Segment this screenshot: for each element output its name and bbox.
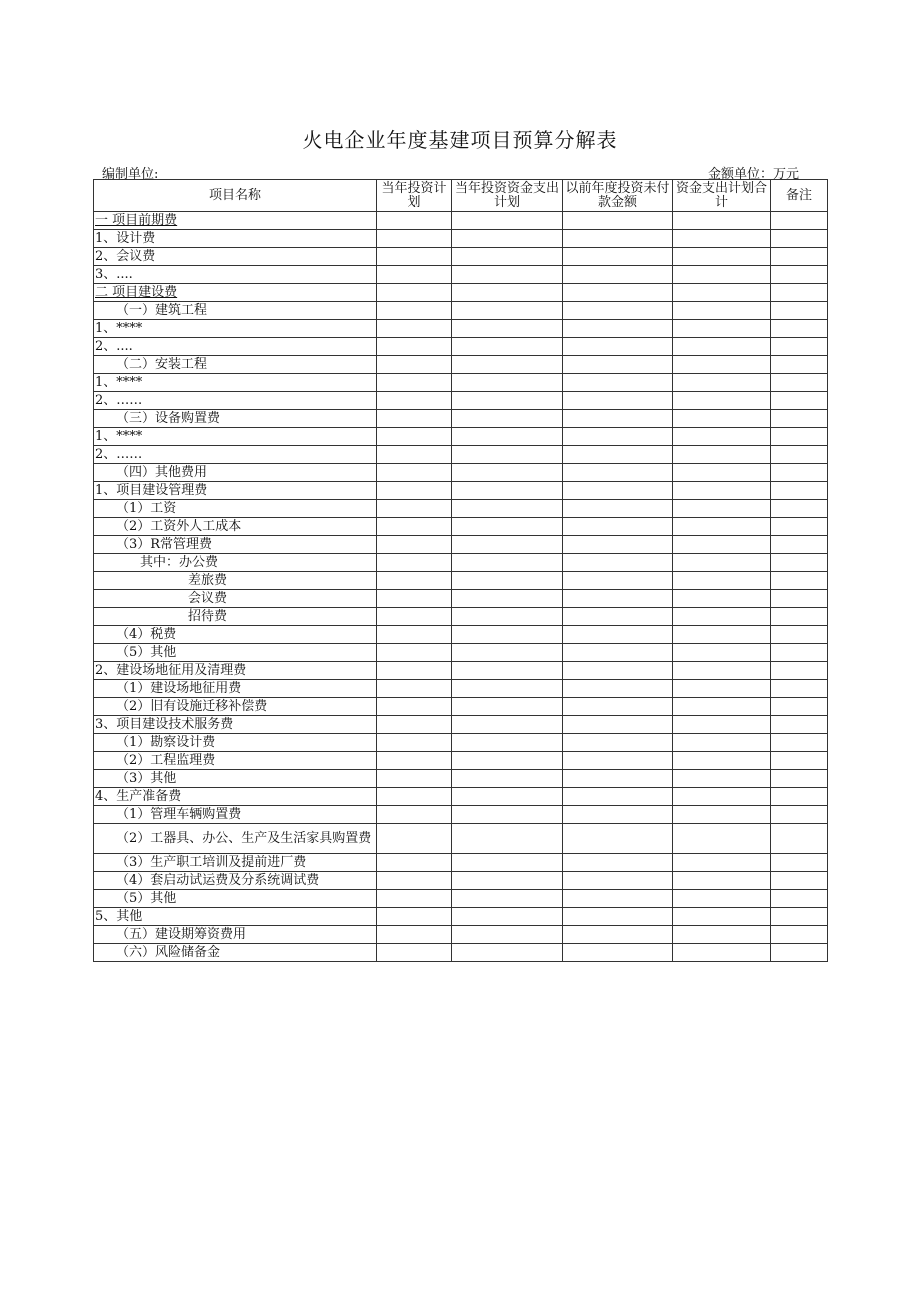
- preparing-unit-label: 编制单位:: [102, 167, 159, 182]
- value-cell[interactable]: [771, 248, 828, 266]
- table-row: [94, 410, 828, 428]
- row-item-name: 2、……: [94, 446, 377, 464]
- value-cell[interactable]: [563, 500, 673, 518]
- table-row: [94, 248, 828, 266]
- value-cell[interactable]: [563, 536, 673, 554]
- value-cell[interactable]: [771, 752, 828, 770]
- row-item-name: （1）工资: [94, 500, 377, 518]
- value-cell[interactable]: [673, 908, 771, 926]
- value-cell[interactable]: [673, 320, 771, 338]
- value-cell[interactable]: [563, 284, 673, 302]
- value-cell[interactable]: [771, 926, 828, 944]
- table-row: [94, 926, 828, 944]
- value-cell[interactable]: [452, 626, 563, 644]
- row-item-name: 2、……: [94, 392, 377, 410]
- value-cell[interactable]: [377, 944, 452, 962]
- row-item-name: （六）风险储备金: [94, 944, 377, 962]
- value-cell[interactable]: [377, 572, 452, 590]
- value-cell[interactable]: [563, 626, 673, 644]
- row-item-name: 2、建设场地征用及清理费: [94, 662, 377, 680]
- table-row: [94, 500, 828, 518]
- table-row: [94, 788, 828, 806]
- value-cell[interactable]: [771, 572, 828, 590]
- value-cell[interactable]: [771, 716, 828, 734]
- value-cell[interactable]: [771, 890, 828, 908]
- value-cell[interactable]: [563, 446, 673, 464]
- value-cell[interactable]: [377, 302, 452, 320]
- value-cell[interactable]: [452, 854, 563, 872]
- value-cell[interactable]: [452, 716, 563, 734]
- value-cell[interactable]: [452, 320, 563, 338]
- value-cell[interactable]: [563, 680, 673, 698]
- table-row: [94, 320, 828, 338]
- row-item-name: 其中：办公费: [94, 554, 377, 572]
- row-item-name: （四）其他费用: [94, 464, 377, 482]
- value-cell[interactable]: [452, 698, 563, 716]
- value-cell[interactable]: [771, 788, 828, 806]
- row-item-name: （3）其他: [94, 770, 377, 788]
- value-cell[interactable]: [771, 680, 828, 698]
- value-cell[interactable]: [377, 824, 452, 854]
- value-cell[interactable]: [673, 608, 771, 626]
- value-cell[interactable]: [771, 698, 828, 716]
- value-cell[interactable]: [377, 500, 452, 518]
- value-cell[interactable]: [452, 266, 563, 284]
- table-row: [94, 770, 828, 788]
- value-cell[interactable]: [563, 356, 673, 374]
- value-cell[interactable]: [673, 572, 771, 590]
- row-item-name: （5）其他: [94, 890, 377, 908]
- header-spending-plan-total: 资金支出计划合计: [673, 180, 771, 212]
- value-cell[interactable]: [377, 626, 452, 644]
- value-cell[interactable]: [452, 662, 563, 680]
- value-cell[interactable]: [673, 428, 771, 446]
- value-cell[interactable]: [563, 872, 673, 890]
- value-cell[interactable]: [452, 302, 563, 320]
- value-cell[interactable]: [673, 284, 771, 302]
- row-item-name: 二 项目建设费: [94, 284, 377, 302]
- value-cell[interactable]: [673, 446, 771, 464]
- value-cell[interactable]: [673, 374, 771, 392]
- row-item-name: 1、****: [94, 428, 377, 446]
- table-row: [94, 554, 828, 572]
- value-cell[interactable]: [673, 338, 771, 356]
- row-item-name: 会议费: [94, 590, 377, 608]
- value-cell[interactable]: [452, 392, 563, 410]
- value-cell[interactable]: [377, 644, 452, 662]
- value-cell[interactable]: [563, 926, 673, 944]
- value-cell[interactable]: [673, 680, 771, 698]
- header-project-name: 项目名称: [94, 180, 377, 212]
- table-row: [94, 824, 828, 854]
- table-row: [94, 518, 828, 536]
- page-title: 火电企业年度基建项目预算分解表: [302, 128, 618, 152]
- row-item-name: （二）安装工程: [94, 356, 377, 374]
- table-row: [94, 854, 828, 872]
- table-row: [94, 374, 828, 392]
- row-item-name: 5、其他: [94, 908, 377, 926]
- table-row: [94, 356, 828, 374]
- value-cell[interactable]: [673, 266, 771, 284]
- row-item-name: 一 项目前期费: [94, 212, 377, 230]
- row-item-name: （1）勘察设计费: [94, 734, 377, 752]
- value-cell[interactable]: [452, 680, 563, 698]
- row-item-name: （三）设备购置费: [94, 410, 377, 428]
- table-row: [94, 230, 828, 248]
- table-row: [94, 944, 828, 962]
- value-cell[interactable]: [771, 554, 828, 572]
- table-row: [94, 716, 828, 734]
- row-item-name: 差旅费: [94, 572, 377, 590]
- value-cell[interactable]: [452, 446, 563, 464]
- value-cell[interactable]: [563, 770, 673, 788]
- value-cell[interactable]: [771, 908, 828, 926]
- value-cell[interactable]: [771, 212, 828, 230]
- table-row: [94, 680, 828, 698]
- value-cell[interactable]: [452, 770, 563, 788]
- value-cell[interactable]: [673, 890, 771, 908]
- value-cell[interactable]: [563, 572, 673, 590]
- table-row: [94, 482, 828, 500]
- header-current-year-spending-plan: 当年投资资金支出计划: [452, 180, 563, 212]
- row-item-name: 1、项目建设管理费: [94, 482, 377, 500]
- row-item-name: （3）R常管理费: [94, 536, 377, 554]
- value-cell[interactable]: [377, 284, 452, 302]
- table-header-row: [94, 180, 828, 212]
- value-cell[interactable]: [563, 734, 673, 752]
- value-cell[interactable]: [673, 536, 771, 554]
- value-cell[interactable]: [563, 806, 673, 824]
- value-cell[interactable]: [452, 428, 563, 446]
- value-cell[interactable]: [452, 518, 563, 536]
- row-item-name: 1、****: [94, 320, 377, 338]
- value-cell[interactable]: [377, 716, 452, 734]
- value-cell[interactable]: [563, 392, 673, 410]
- value-cell[interactable]: [771, 230, 828, 248]
- value-cell[interactable]: [452, 590, 563, 608]
- value-cell[interactable]: [771, 464, 828, 482]
- value-cell[interactable]: [673, 854, 771, 872]
- row-item-name: 1、设计费: [94, 230, 377, 248]
- value-cell[interactable]: [563, 608, 673, 626]
- value-cell[interactable]: [563, 890, 673, 908]
- value-cell[interactable]: [377, 212, 452, 230]
- value-cell[interactable]: [673, 788, 771, 806]
- value-cell[interactable]: [771, 266, 828, 284]
- value-cell[interactable]: [377, 788, 452, 806]
- value-cell[interactable]: [771, 302, 828, 320]
- value-cell[interactable]: [452, 248, 563, 266]
- value-cell[interactable]: [771, 626, 828, 644]
- value-cell[interactable]: [771, 770, 828, 788]
- header-prior-year-unpaid: 以前年度投资未付款金额: [563, 180, 673, 212]
- value-cell[interactable]: [771, 854, 828, 872]
- value-cell[interactable]: [771, 734, 828, 752]
- value-cell[interactable]: [452, 356, 563, 374]
- value-cell[interactable]: [563, 554, 673, 572]
- value-cell[interactable]: [771, 872, 828, 890]
- table-row: [94, 806, 828, 824]
- value-cell[interactable]: [563, 410, 673, 428]
- value-cell[interactable]: [377, 320, 452, 338]
- value-cell[interactable]: [673, 806, 771, 824]
- row-item-name: （五）建设期筹资费用: [94, 926, 377, 944]
- value-cell[interactable]: [563, 320, 673, 338]
- table-row: [94, 572, 828, 590]
- value-cell[interactable]: [377, 698, 452, 716]
- value-cell[interactable]: [377, 926, 452, 944]
- value-cell[interactable]: [452, 482, 563, 500]
- table-row: [94, 428, 828, 446]
- value-cell[interactable]: [673, 302, 771, 320]
- value-cell[interactable]: [771, 356, 828, 374]
- value-cell[interactable]: [563, 644, 673, 662]
- value-cell[interactable]: [377, 872, 452, 890]
- value-cell[interactable]: [673, 230, 771, 248]
- value-cell[interactable]: [452, 944, 563, 962]
- value-cell[interactable]: [452, 644, 563, 662]
- value-cell[interactable]: [452, 230, 563, 248]
- value-cell[interactable]: [673, 662, 771, 680]
- row-item-name: 2、....: [94, 338, 377, 356]
- value-cell[interactable]: [563, 266, 673, 284]
- value-cell[interactable]: [377, 410, 452, 428]
- value-cell[interactable]: [563, 518, 673, 536]
- value-cell[interactable]: [563, 824, 673, 854]
- value-cell[interactable]: [673, 716, 771, 734]
- value-cell[interactable]: [377, 518, 452, 536]
- value-cell[interactable]: [563, 752, 673, 770]
- value-cell[interactable]: [452, 824, 563, 854]
- value-cell[interactable]: [771, 824, 828, 854]
- value-cell[interactable]: [563, 374, 673, 392]
- value-cell[interactable]: [377, 590, 452, 608]
- value-cell[interactable]: [771, 500, 828, 518]
- value-cell[interactable]: [452, 374, 563, 392]
- row-item-name: 1、****: [94, 374, 377, 392]
- value-cell[interactable]: [673, 482, 771, 500]
- value-cell[interactable]: [771, 944, 828, 962]
- value-cell[interactable]: [452, 608, 563, 626]
- value-cell[interactable]: [563, 788, 673, 806]
- value-cell[interactable]: [673, 944, 771, 962]
- row-item-name: （1）管理车辆购置费: [94, 806, 377, 824]
- value-cell[interactable]: [771, 608, 828, 626]
- value-cell[interactable]: [377, 374, 452, 392]
- value-cell[interactable]: [771, 284, 828, 302]
- value-cell[interactable]: [771, 428, 828, 446]
- value-cell[interactable]: [673, 590, 771, 608]
- value-cell[interactable]: [452, 788, 563, 806]
- value-cell[interactable]: [673, 770, 771, 788]
- amount-unit-label: 金额单位：万元: [708, 167, 800, 182]
- value-cell[interactable]: [452, 734, 563, 752]
- value-cell[interactable]: [452, 410, 563, 428]
- value-cell[interactable]: [563, 248, 673, 266]
- budget-table: [93, 179, 828, 962]
- value-cell[interactable]: [377, 734, 452, 752]
- value-cell[interactable]: [673, 500, 771, 518]
- value-cell[interactable]: [563, 662, 673, 680]
- row-item-name: （2）工程监理费: [94, 752, 377, 770]
- value-cell[interactable]: [563, 482, 673, 500]
- value-cell[interactable]: [673, 626, 771, 644]
- value-cell[interactable]: [563, 908, 673, 926]
- row-item-name: 3、....: [94, 266, 377, 284]
- value-cell[interactable]: [452, 554, 563, 572]
- value-cell[interactable]: [377, 662, 452, 680]
- row-item-name: （5）其他: [94, 644, 377, 662]
- header-remarks: 备注: [771, 180, 828, 212]
- value-cell[interactable]: [771, 392, 828, 410]
- value-cell[interactable]: [771, 320, 828, 338]
- value-cell[interactable]: [673, 734, 771, 752]
- value-cell[interactable]: [377, 536, 452, 554]
- table-row: [94, 338, 828, 356]
- value-cell[interactable]: [377, 554, 452, 572]
- value-cell[interactable]: [771, 806, 828, 824]
- value-cell[interactable]: [673, 554, 771, 572]
- table-row: [94, 608, 828, 626]
- value-cell[interactable]: [673, 872, 771, 890]
- value-cell[interactable]: [563, 428, 673, 446]
- value-cell[interactable]: [377, 482, 452, 500]
- table-row: [94, 698, 828, 716]
- value-cell[interactable]: [377, 392, 452, 410]
- row-item-name: （2）工资外人工成本: [94, 518, 377, 536]
- value-cell[interactable]: [563, 230, 673, 248]
- value-cell[interactable]: [377, 464, 452, 482]
- value-cell[interactable]: [771, 482, 828, 500]
- table-row: [94, 626, 828, 644]
- value-cell[interactable]: [563, 212, 673, 230]
- table-row: [94, 212, 828, 230]
- value-cell[interactable]: [563, 854, 673, 872]
- table-row: [94, 908, 828, 926]
- value-cell[interactable]: [452, 908, 563, 926]
- row-item-name: 2、会议费: [94, 248, 377, 266]
- row-item-name: 3、项目建设技术服务费: [94, 716, 377, 734]
- value-cell[interactable]: [673, 410, 771, 428]
- value-cell[interactable]: [377, 356, 452, 374]
- value-cell[interactable]: [771, 644, 828, 662]
- value-cell[interactable]: [452, 536, 563, 554]
- table-row: [94, 266, 828, 284]
- value-cell[interactable]: [377, 230, 452, 248]
- row-item-name: （2）旧有设施迁移补偿费: [94, 698, 377, 716]
- value-cell[interactable]: [377, 890, 452, 908]
- table-row: [94, 464, 828, 482]
- value-cell[interactable]: [377, 752, 452, 770]
- value-cell[interactable]: [771, 518, 828, 536]
- table-body: [94, 212, 828, 962]
- value-cell[interactable]: [771, 590, 828, 608]
- value-cell[interactable]: [563, 698, 673, 716]
- row-item-name: （4）套启动试运费及分系统调试费: [94, 872, 377, 890]
- value-cell[interactable]: [377, 266, 452, 284]
- value-cell[interactable]: [452, 890, 563, 908]
- value-cell[interactable]: [452, 572, 563, 590]
- value-cell[interactable]: [452, 752, 563, 770]
- value-cell[interactable]: [377, 854, 452, 872]
- value-cell[interactable]: [771, 662, 828, 680]
- value-cell[interactable]: [452, 926, 563, 944]
- value-cell[interactable]: [452, 284, 563, 302]
- value-cell[interactable]: [771, 446, 828, 464]
- value-cell[interactable]: [377, 908, 452, 926]
- table-row: [94, 734, 828, 752]
- row-item-name: （1）建设场地征用费: [94, 680, 377, 698]
- table-row: [94, 536, 828, 554]
- value-cell[interactable]: [673, 644, 771, 662]
- value-cell[interactable]: [771, 536, 828, 554]
- table-row: [94, 872, 828, 890]
- value-cell[interactable]: [377, 338, 452, 356]
- value-cell[interactable]: [771, 338, 828, 356]
- value-cell[interactable]: [673, 518, 771, 536]
- value-cell[interactable]: [673, 698, 771, 716]
- table-row: [94, 446, 828, 464]
- value-cell[interactable]: [452, 500, 563, 518]
- value-cell[interactable]: [563, 464, 673, 482]
- value-cell[interactable]: [563, 302, 673, 320]
- value-cell[interactable]: [673, 926, 771, 944]
- header-current-year-plan: 当年投资计划: [377, 180, 452, 212]
- value-cell[interactable]: [673, 752, 771, 770]
- value-cell[interactable]: [377, 680, 452, 698]
- table-row: [94, 890, 828, 908]
- row-item-name: （3）生产职工培训及提前进厂费: [94, 854, 377, 872]
- value-cell[interactable]: [673, 356, 771, 374]
- value-cell[interactable]: [673, 824, 771, 854]
- value-cell[interactable]: [377, 770, 452, 788]
- value-cell[interactable]: [563, 590, 673, 608]
- table-row: [94, 590, 828, 608]
- table-row: [94, 752, 828, 770]
- table-row: [94, 302, 828, 320]
- value-cell[interactable]: [771, 374, 828, 392]
- value-cell[interactable]: [377, 806, 452, 824]
- value-cell[interactable]: [563, 338, 673, 356]
- table-row: [94, 644, 828, 662]
- table-row: [94, 392, 828, 410]
- row-item-name: 4、生产准备费: [94, 788, 377, 806]
- value-cell[interactable]: [452, 806, 563, 824]
- value-cell[interactable]: [673, 248, 771, 266]
- table-row: [94, 662, 828, 680]
- value-cell[interactable]: [377, 428, 452, 446]
- value-cell[interactable]: [673, 212, 771, 230]
- table-row: [94, 284, 828, 302]
- row-item-name: 招待费: [94, 608, 377, 626]
- value-cell[interactable]: [452, 338, 563, 356]
- value-cell[interactable]: [673, 392, 771, 410]
- value-cell[interactable]: [452, 464, 563, 482]
- value-cell[interactable]: [377, 608, 452, 626]
- value-cell[interactable]: [563, 716, 673, 734]
- row-item-name: （4）税费: [94, 626, 377, 644]
- value-cell[interactable]: [377, 248, 452, 266]
- value-cell[interactable]: [452, 212, 563, 230]
- value-cell[interactable]: [377, 446, 452, 464]
- row-item-name: （2）工器具、办公、生产及生活家具购置费: [94, 824, 377, 854]
- value-cell[interactable]: [771, 410, 828, 428]
- value-cell[interactable]: [452, 872, 563, 890]
- value-cell[interactable]: [673, 464, 771, 482]
- row-item-name: （一）建筑工程: [94, 302, 377, 320]
- value-cell[interactable]: [563, 944, 673, 962]
